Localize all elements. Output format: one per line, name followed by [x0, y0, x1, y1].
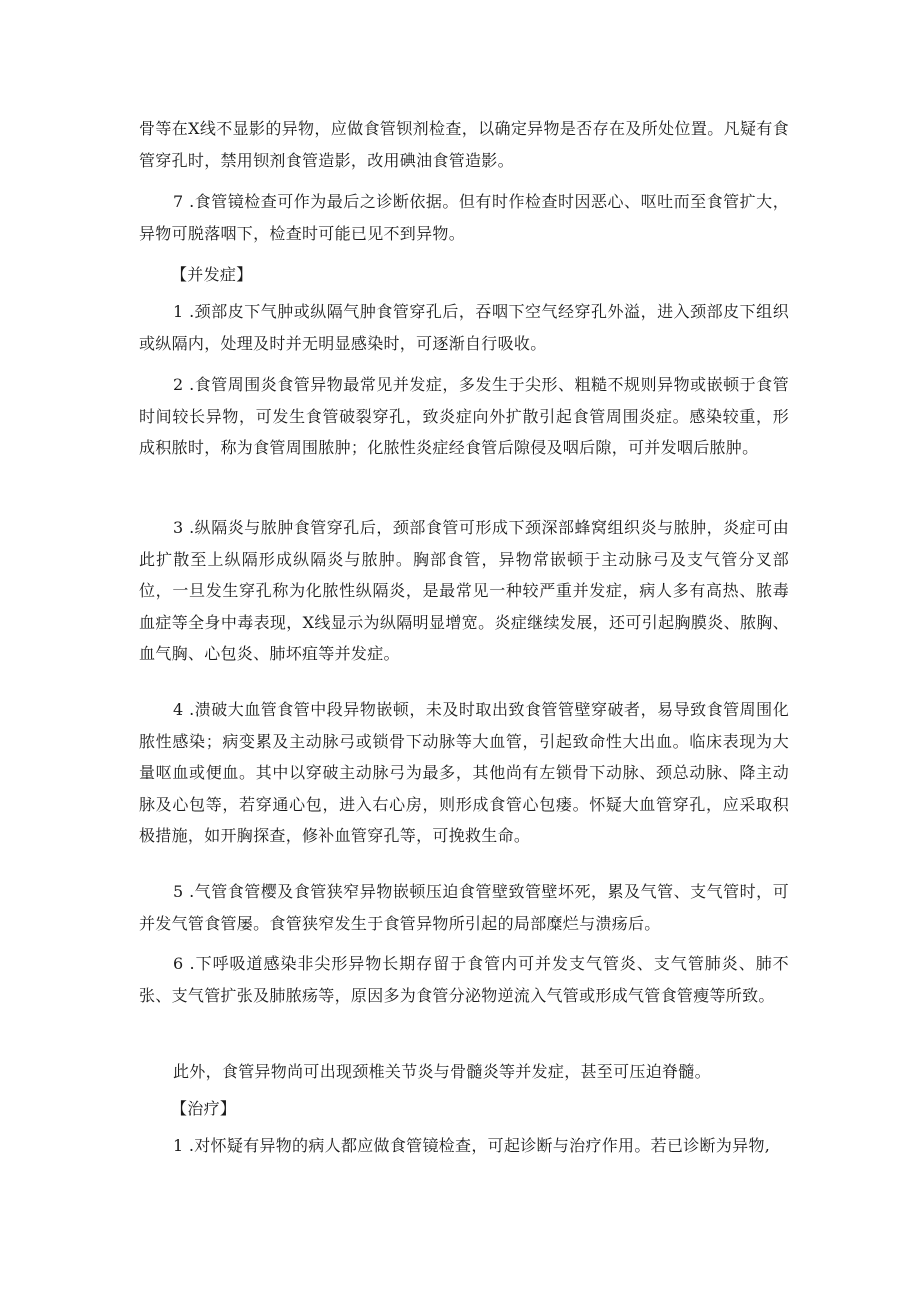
complication-item-5: 5 .气管食管樱及食管狭窄异物嵌顿压迫食管壁致管壁坏死，累及气管、支气管时，可并发气管食管屡。食管狭窄发生于食管异物所引起的局部糜烂与溃疡后。: [139, 882, 789, 933]
complication-item-3: 3 .纵隔炎与脓肿食管穿孔后，颈部食管可形成下颈深部蜂窝组织炎与脓肿，炎症可由此扩散至上纵隔形成纵隔炎与脓肿。胸部食管，异物常嵌顿于主动脉弓及支气管分叉部位，一旦发生穿孔称为化脓性纵隔炎，是最常见一种较严重并发症，病人多有高热、脓毒血症等全身中毒表现，X线显示为纵隔明显增宽。炎症继续发展，还可引起胸膜炎、脓胸、血气胸、心包炎、肺坏疽等并发症。: [139, 518, 789, 663]
paragraph-barium-exam: 骨等在X线不显影的异物，应做食管钡剂检查，以确定异物是否存在及所处位置。凡疑有食管穿孔时，禁用钡剂食管造影，改用碘油食管造影。: [139, 119, 789, 170]
section-heading-complications: 【并发症】: [171, 265, 253, 284]
complication-item-6: 6 .下呼吸道感染非尖形异物长期存留于食管内可并发支气管炎、支气管肺炎、肺不张、支气管扩张及肺脓疡等，原因多为食管分泌物逆流入气管或形成气管食管瘦等所致。: [139, 954, 789, 1005]
paragraph-item-7-esophagoscopy: 7 .食管镜检查可作为最后之诊断依据。但有时作检查时因恶心、呕吐而至食管扩大，异物可脱落咽下，检查时可能已见不到异物。: [139, 192, 789, 243]
treatment-item-1: 1 .对怀疑有异物的病人都应做食管镜检查，可起诊断与治疗作用。若已诊断为异物,: [173, 1136, 771, 1155]
section-heading-treatment: 【治疗】: [171, 1099, 237, 1118]
paragraph-additional-complications: 此外，食管异物尚可出现颈椎关节炎与骨髓炎等并发症，甚至可压迫脊髓。: [173, 1062, 711, 1081]
complication-item-1: 1 .颈部皮下气肿或纵隔气肿食管穿孔后，吞咽下空气经穿孔外溢，进入颈部皮下组织或纵隔内，处理及时并无明显感染时，可逐渐自行吸收。: [139, 302, 789, 353]
complication-item-2: 2 .食管周围炎食管异物最常见并发症，多发生于尖形、粗糙不规则异物或嵌顿于食管时间较长异物，可发生食管破裂穿孔，致炎症向外扩散引起食管周围炎症。感染较重，形成积脓时，称为食管周围脓肿；化脓性炎症经食管后隙侵及咽后隙，可并发咽后脓肿。: [139, 375, 789, 457]
complication-item-4: 4 .溃破大血管食管中段异物嵌顿，未及时取出致食管管壁穿破者，易导致食管周围化脓性感染；病变累及主动脉弓或锁骨下动脉等大血管，引起致命性大出血。临床表现为大量呕血或便血。其中以穿破主动脉弓为最多，其他尚有左锁骨下动脉、颈总动脉、降主动脉及心包等，若穿通心包，进入右心房，则形成食管心包瘘。怀疑大血管穿孔，应采取积极措施，如开胸探查，修补血管穿孔等，可挽救生命。: [139, 700, 789, 845]
